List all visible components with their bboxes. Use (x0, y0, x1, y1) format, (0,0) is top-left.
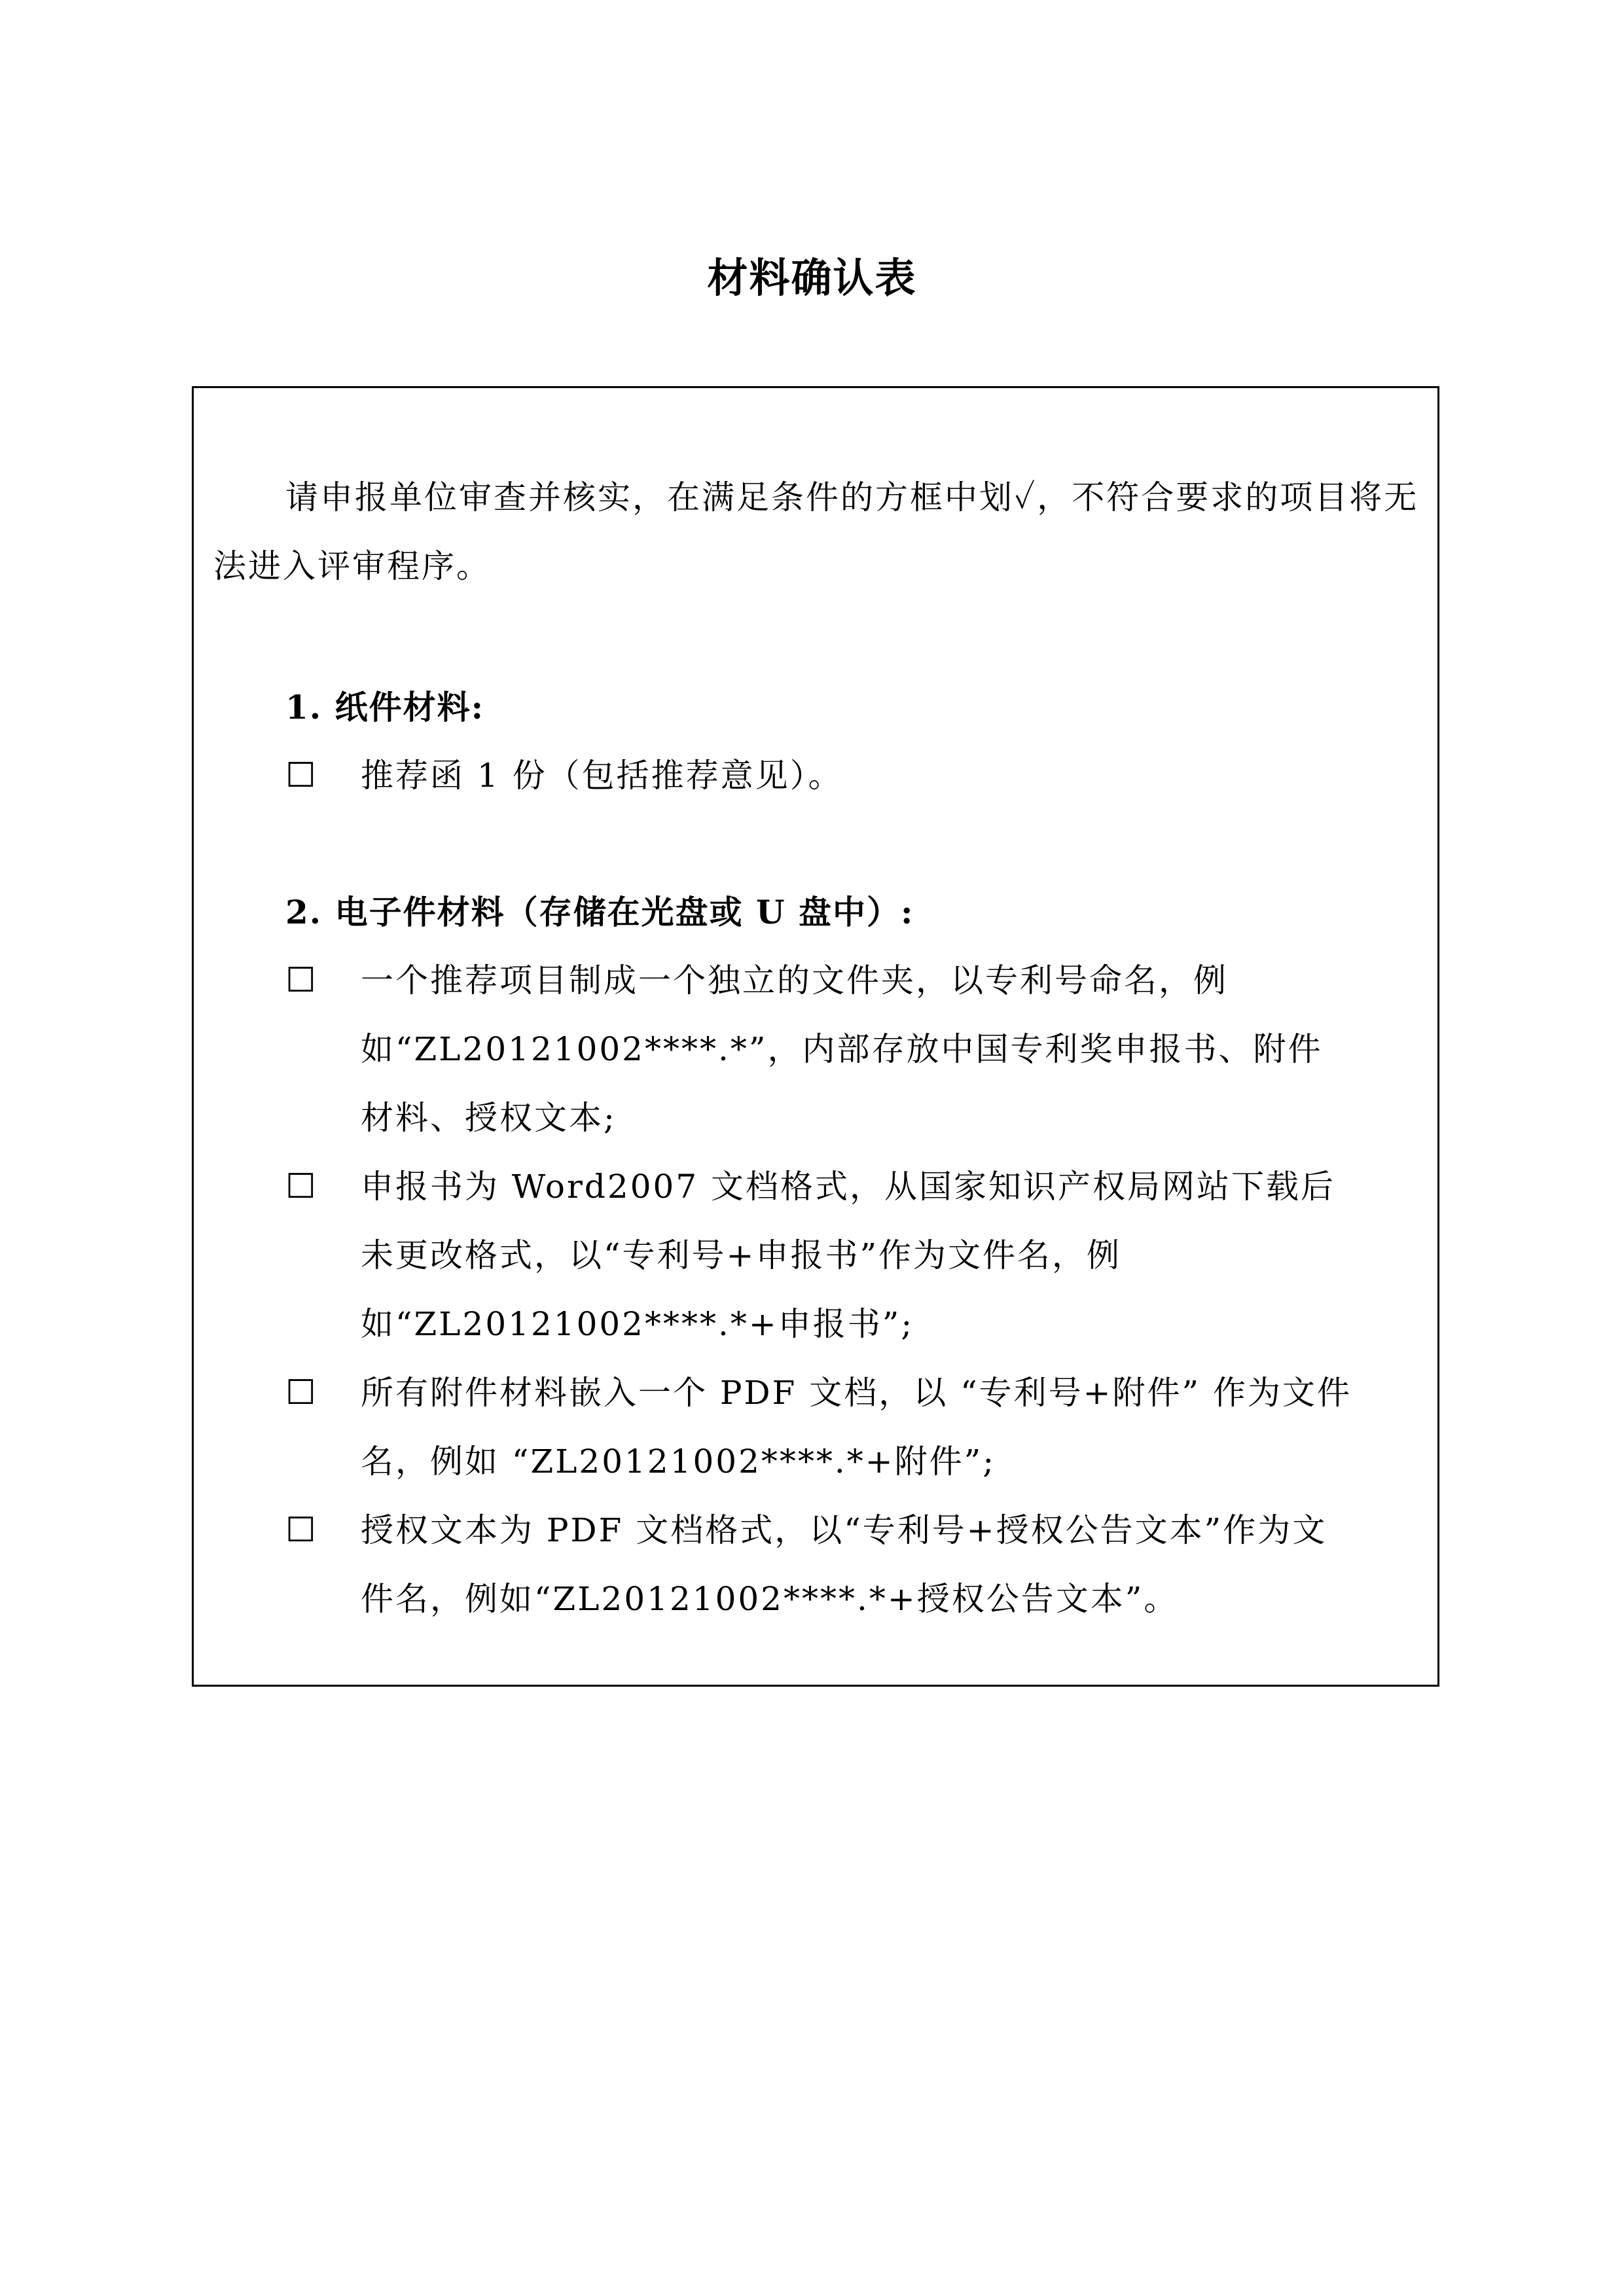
checklist-item-attachments (285, 1359, 1398, 1496)
checkbox-folder[interactable]: ☐ (285, 961, 318, 1000)
checklist-item-text: 推荐函 1 份（包括推荐意见）。 (361, 757, 843, 795)
checkbox-recommendation-letter[interactable]: ☐ (285, 756, 318, 795)
checklist-item-folder (285, 946, 1398, 1153)
checklist-item-text: 一个推荐项目制成一个独立的文件夹，以专利号命名，例如“ZL20121002****.*”，内部存放中国专利奖申报书、附件材料、授权文本; (361, 961, 1323, 1137)
section-heading-electronic: 2. 电子件材料（存储在光盘或 U 盘中）: (285, 893, 914, 931)
checklist-item-recommendation-letter (285, 742, 1398, 810)
page-title: 材料确认表 (707, 254, 917, 302)
checkbox-application-form[interactable]: ☐ (285, 1167, 318, 1206)
confirmation-box (192, 386, 1439, 1687)
section-heading-paper: 1. 纸件材料: (285, 688, 485, 726)
checklist-item-text: 所有附件材料嵌入一个 PDF 文档，以 “专利号+附件” 作为文件名，例如 “ZL20121002****.*+附件”; (361, 1374, 1352, 1480)
checkbox-attachments[interactable]: ☐ (285, 1373, 318, 1412)
intro-paragraph: 请申报单位审查并核实，在满足条件的方框中划✓，不符合要求的项目将无法进入评审程序。 (213, 478, 1419, 585)
checklist-item-text: 申报书为 Word2007 文档格式，从国家知识产权局网站下载后未更改格式，以“专利号+申报书”作为文件名，例如“ZL20121002****.*+申报书”; (361, 1168, 1336, 1343)
checkbox-authorization-text[interactable]: ☐ (285, 1511, 318, 1550)
checklist-item-authorization-text (285, 1496, 1398, 1634)
checklist-item-text: 授权文本为 PDF 文档格式，以“专利号+授权公告文本”作为文件名，例如“ZL20121002****.*+授权公告文本”。 (361, 1511, 1327, 1618)
checklist-item-application-form (285, 1153, 1398, 1359)
